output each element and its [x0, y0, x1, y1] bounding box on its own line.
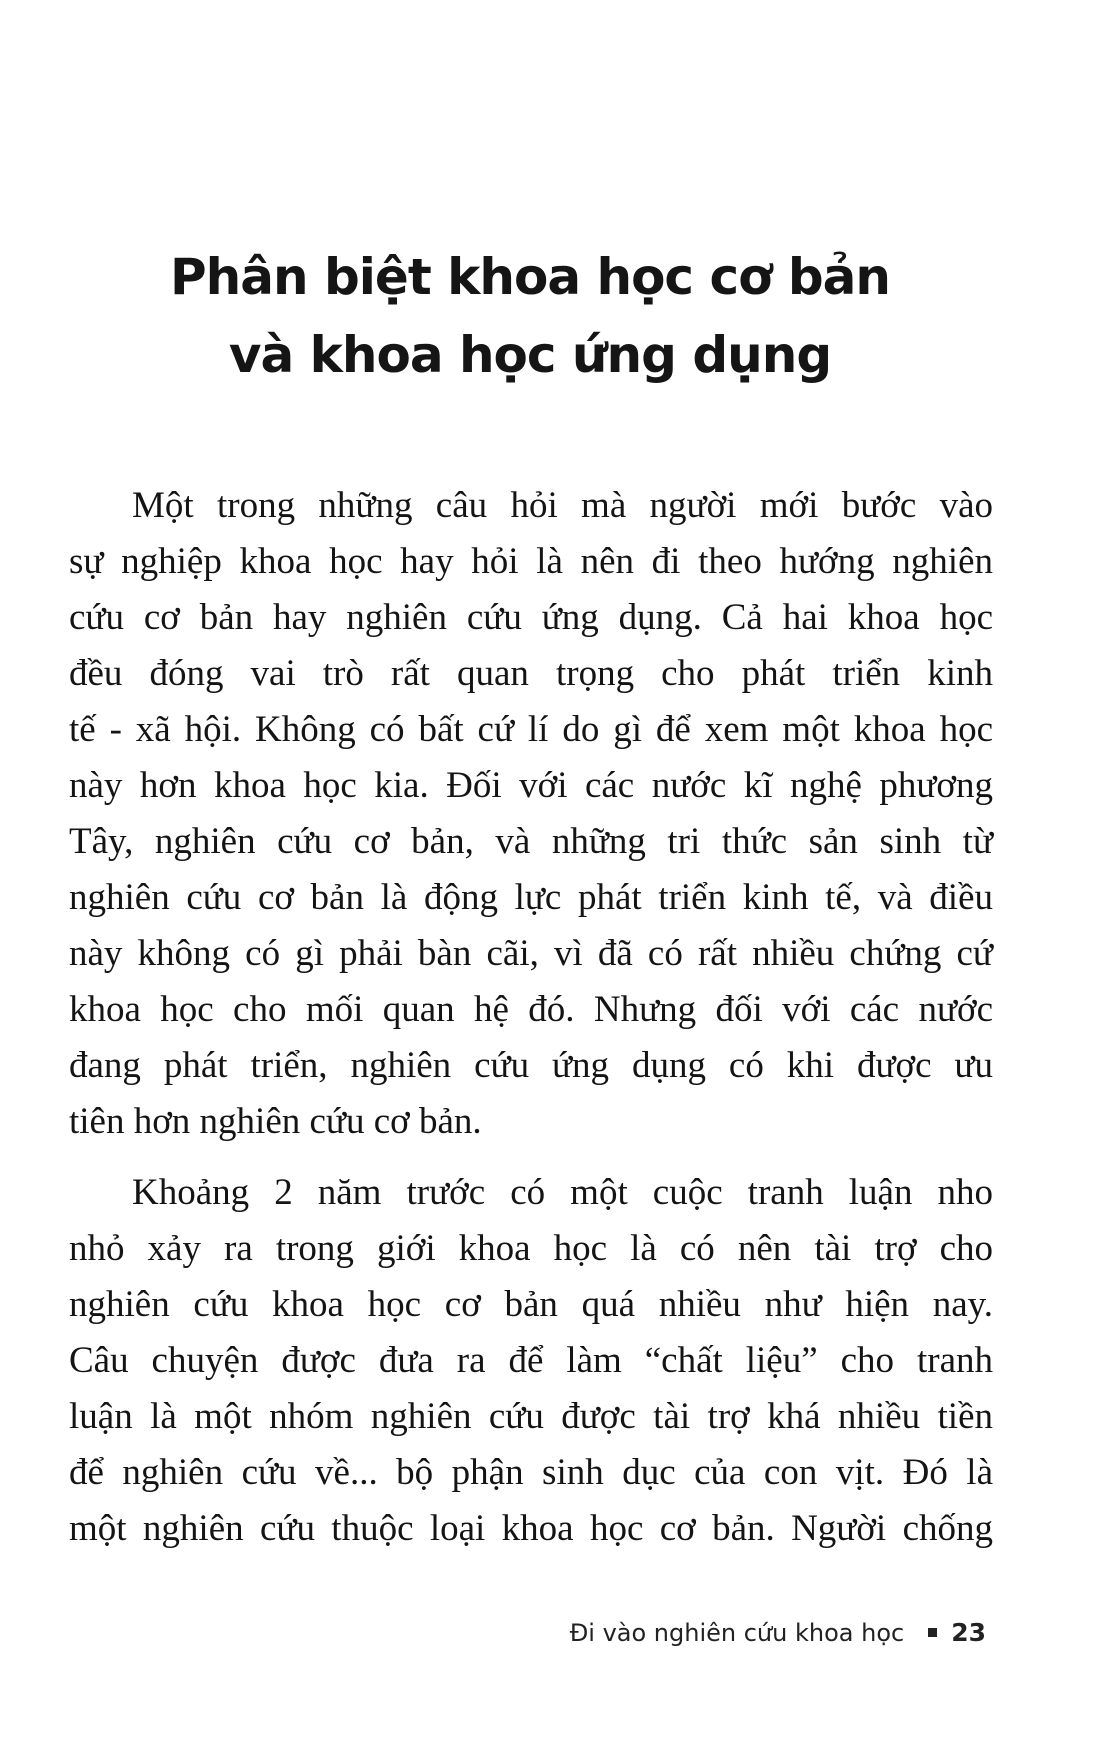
text-line: sự nghiệp khoa học hay hỏi là nên đi theo hướng nghiên	[69, 541, 993, 582]
text-line: nhỏ xảy ra trong giới khoa học là có nên tài trợ cho	[69, 1228, 993, 1269]
text-line: Câu chuyện được đưa ra để làm “chất liệu” cho tranh	[69, 1340, 993, 1381]
text-line: này hơn khoa học kia. Đối với các nước kĩ nghệ phương	[69, 765, 993, 806]
text-line: luận là một nhóm nghiên cứu được tài trợ khá nhiều tiền	[69, 1396, 993, 1437]
text-line: tiên hơn nghiên cứu cơ bản.	[69, 1101, 482, 1142]
chapter-title-line-2: và khoa học ứng dụng	[228, 326, 832, 384]
text-line: nghiên cứu khoa học cơ bản quá nhiều như hiện nay.	[69, 1284, 993, 1325]
square-bullet-icon	[928, 1628, 937, 1637]
text-line: Một trong những câu hỏi mà người mới bước vào	[132, 485, 993, 526]
paragraph-1	[69, 478, 993, 1150]
text-line: một nghiên cứu thuộc loại khoa học cơ bản. Người chống	[69, 1508, 993, 1549]
text-line: khoa học cho mối quan hệ đó. Nhưng đối với các nước	[69, 989, 993, 1030]
text-line: này không có gì phải bàn cãi, vì đã có rất nhiều chứng cứ	[69, 933, 993, 974]
running-book-title: Đi vào nghiên cứu khoa học	[569, 1618, 905, 1647]
page-footer	[570, 1618, 986, 1647]
text-line: tế - xã hội. Không có bất cứ lí do gì để xem một khoa học	[69, 709, 993, 750]
text-line: để nghiên cứu về... bộ phận sinh dục của con vịt. Đó là	[69, 1452, 993, 1493]
text-line: đang phát triển, nghiên cứu ứng dụng có khi được ưu	[69, 1045, 993, 1086]
text-line: cứu cơ bản hay nghiên cứu ứng dụng. Cả hai khoa học	[69, 597, 993, 638]
chapter-title-line-1: Phân biệt khoa học cơ bản	[170, 248, 890, 306]
text-line: Khoảng 2 năm trước có một cuộc tranh luận nho	[132, 1172, 993, 1213]
text-line: đều đóng vai trò rất quan trọng cho phát triển kinh	[69, 653, 993, 694]
text-line: nghiên cứu cơ bản là động lực phát triển kinh tế, và điều	[69, 877, 993, 918]
paragraph-2	[69, 1165, 993, 1557]
text-line: Tây, nghiên cứu cơ bản, và những tri thức sản sinh từ	[69, 821, 993, 862]
page-number: 23	[951, 1618, 986, 1647]
